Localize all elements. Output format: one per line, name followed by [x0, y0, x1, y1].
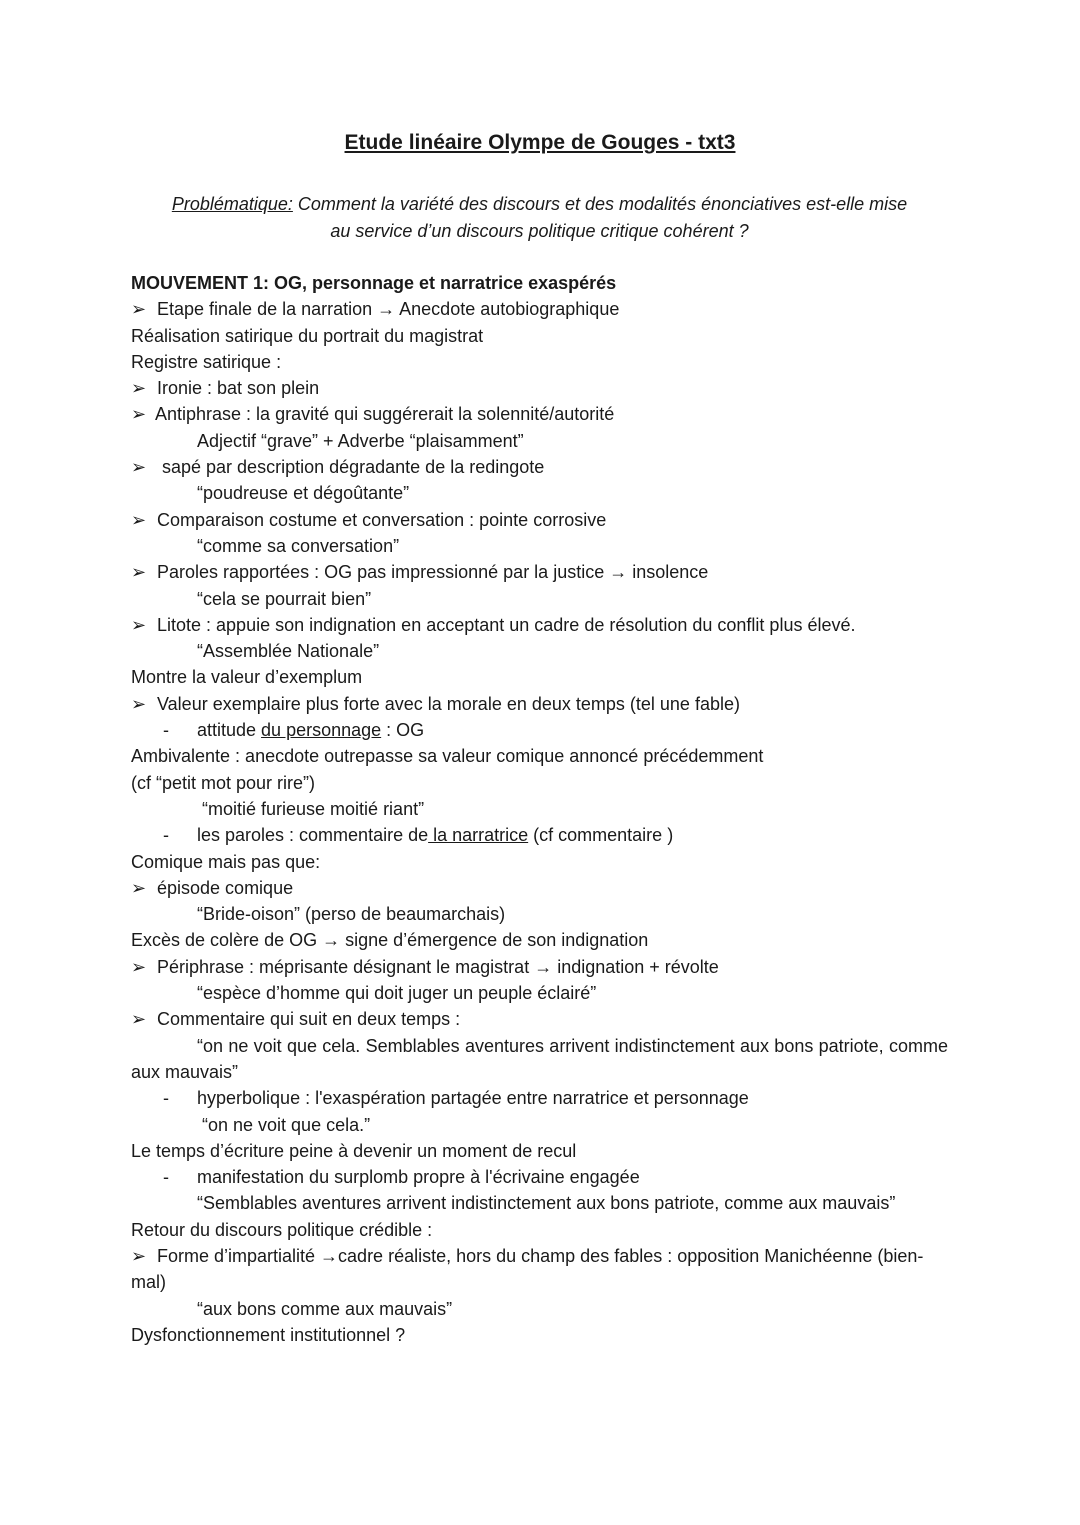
text-line: Montre la valeur d’exemplum — [131, 667, 363, 688]
quote-line: “Assemblée Nationale” — [197, 641, 380, 662]
quote-line: “poudreuse et dégoûtante” — [197, 483, 410, 504]
bullet-text: sapé par description dégradante de la redingote — [162, 457, 545, 478]
dash-bullet-icon: - — [163, 825, 169, 846]
dash-line — [131, 1164, 948, 1190]
quote-line: “moitié furieuse moitié riant” — [202, 798, 425, 819]
bullet-text: Antiphrase : la gravité qui suggérerait la solennité/autorité — [155, 404, 615, 425]
underlined-text: la narratrice — [428, 825, 529, 846]
bullet-text: Comparaison costume et conversation : pointe corrosive — [157, 509, 607, 530]
quote-line: “cela se pourrait bien” — [197, 588, 372, 609]
dash-text: hyperbolique : l'exaspération partagée entre narratrice et personnage — [197, 1088, 749, 1109]
arrow-bullet-icon: ➢ — [131, 1009, 147, 1030]
bullet-text: Commentaire qui suit en deux temps : — [157, 1009, 461, 1030]
notes-body — [131, 270, 948, 1348]
arrow-bullet-icon: ➢ — [131, 614, 147, 635]
document-title: Etude linéaire Olympe de Gouges - txt3 — [344, 131, 736, 154]
arrow-bullet-icon: ➢ — [131, 509, 147, 530]
dash-bullet-icon: - — [163, 720, 169, 741]
bullet-line — [131, 691, 948, 717]
problematique-label: Problématique: — [171, 194, 293, 214]
bullet-text: Litote : appuie son indignation en acceptant un cadre de résolution du conflit plus élevé. — [157, 614, 856, 635]
bullet-text: épisode comique — [157, 877, 294, 898]
bullet-line — [131, 559, 948, 585]
arrow-bullet-icon: ➢ — [131, 378, 147, 399]
text-line: Dysfonctionnement institutionnel ? — [131, 1324, 406, 1345]
bullet-text: Valeur exemplaire plus forte avec la morale en deux temps (tel une fable) — [157, 693, 740, 714]
bullet-line — [131, 296, 948, 322]
bullet-text: Etape finale de la narration → Anecdote autobiographique — [157, 299, 620, 320]
bullet-line — [131, 875, 948, 901]
underlined-text: du personnage — [261, 720, 382, 741]
dash-text: (cf commentaire ) — [528, 825, 674, 846]
text-line: Excès de colère de OG → signe d’émergence de son indignation — [131, 930, 649, 951]
quote-line: “on ne voit que cela.” — [202, 1114, 371, 1135]
text-line: (cf “petit mot pour rire”) — [131, 772, 316, 793]
dash-text: : OG — [381, 720, 425, 741]
dash-line — [131, 822, 948, 848]
text-line: Réalisation satirique du portrait du magistrat — [131, 325, 484, 346]
arrow-bullet-icon: ➢ — [131, 404, 147, 425]
problematique-text-line1: Comment la variété des discours et des modalités énonciatives est-elle mise — [292, 194, 908, 214]
arrow-bullet-icon: ➢ — [131, 562, 147, 583]
bullet-text: Forme d’impartialité →cadre réaliste, hors du champ des fables : opposition Manichéenne (bien-mal) — [131, 1245, 924, 1293]
arrow-bullet-icon: ➢ — [131, 299, 147, 320]
text-line: Le temps d’écriture peine à devenir un moment de recul — [131, 1140, 577, 1161]
bullet-text: Ironie : bat son plein — [157, 378, 320, 399]
problematique-text-line2: au service d’un discours politique critique cohérent ? — [330, 220, 749, 241]
bullet-line — [131, 1006, 948, 1032]
text-line: Registre satirique : — [131, 351, 282, 372]
text-line: Retour du discours politique crédible : — [131, 1219, 433, 1240]
quote-line: Adjectif “grave” + Adverbe “plaisamment” — [197, 430, 524, 451]
dash-bullet-icon: - — [163, 1088, 169, 1109]
dash-bullet-icon: - — [163, 1167, 169, 1188]
arrow-bullet-icon: ➢ — [131, 956, 147, 977]
arrow-bullet-icon: ➢ — [131, 877, 147, 898]
dash-line — [131, 717, 948, 743]
dash-text: manifestation du surplomb propre à l'écrivaine engagée — [197, 1167, 640, 1188]
text-line: Comique mais pas que: — [131, 851, 321, 872]
dash-text: les paroles : commentaire de — [197, 825, 429, 846]
problematique — [131, 191, 948, 244]
quote-line: “comme sa conversation” — [197, 535, 400, 556]
dash-line — [131, 1085, 948, 1111]
bullet-text: Périphrase : méprisante désignant le magistrat → indignation + révolte — [157, 956, 719, 977]
bullet-line — [131, 401, 948, 427]
quote-paragraph: “on ne voit que cela. Semblables aventures arrivent indistinctement aux bons patriote, comme aux mauvais” — [131, 1035, 948, 1082]
section-heading: MOUVEMENT 1: OG, personnage et narratrice exaspérés — [131, 273, 617, 293]
bullet-line — [131, 954, 948, 980]
arrow-bullet-icon: ➢ — [131, 457, 147, 478]
bullet-line — [131, 1243, 948, 1296]
bullet-line — [131, 375, 948, 401]
dash-text: attitude — [197, 720, 262, 741]
bullet-line — [131, 454, 948, 480]
bullet-line — [131, 612, 948, 638]
text-line: Ambivalente : anecdote outrepasse sa valeur comique annoncé précédemment — [131, 746, 764, 767]
quote-line: “Bride-oison” (perso de beaumarchais) — [197, 904, 506, 925]
bullet-line — [131, 507, 948, 533]
bullet-text: Paroles rapportées : OG pas impressionné par la justice → insolence — [157, 562, 709, 583]
quote-line: “aux bons comme aux mauvais” — [197, 1298, 453, 1319]
arrow-bullet-icon: ➢ — [131, 1245, 147, 1266]
quote-paragraph: “Semblables aventures arrivent indistinctement aux bons patriote, comme aux mauvais” — [197, 1193, 896, 1214]
arrow-bullet-icon: ➢ — [131, 693, 147, 714]
quote-line: “espèce d’homme qui doit juger un peuple éclairé” — [197, 983, 597, 1004]
